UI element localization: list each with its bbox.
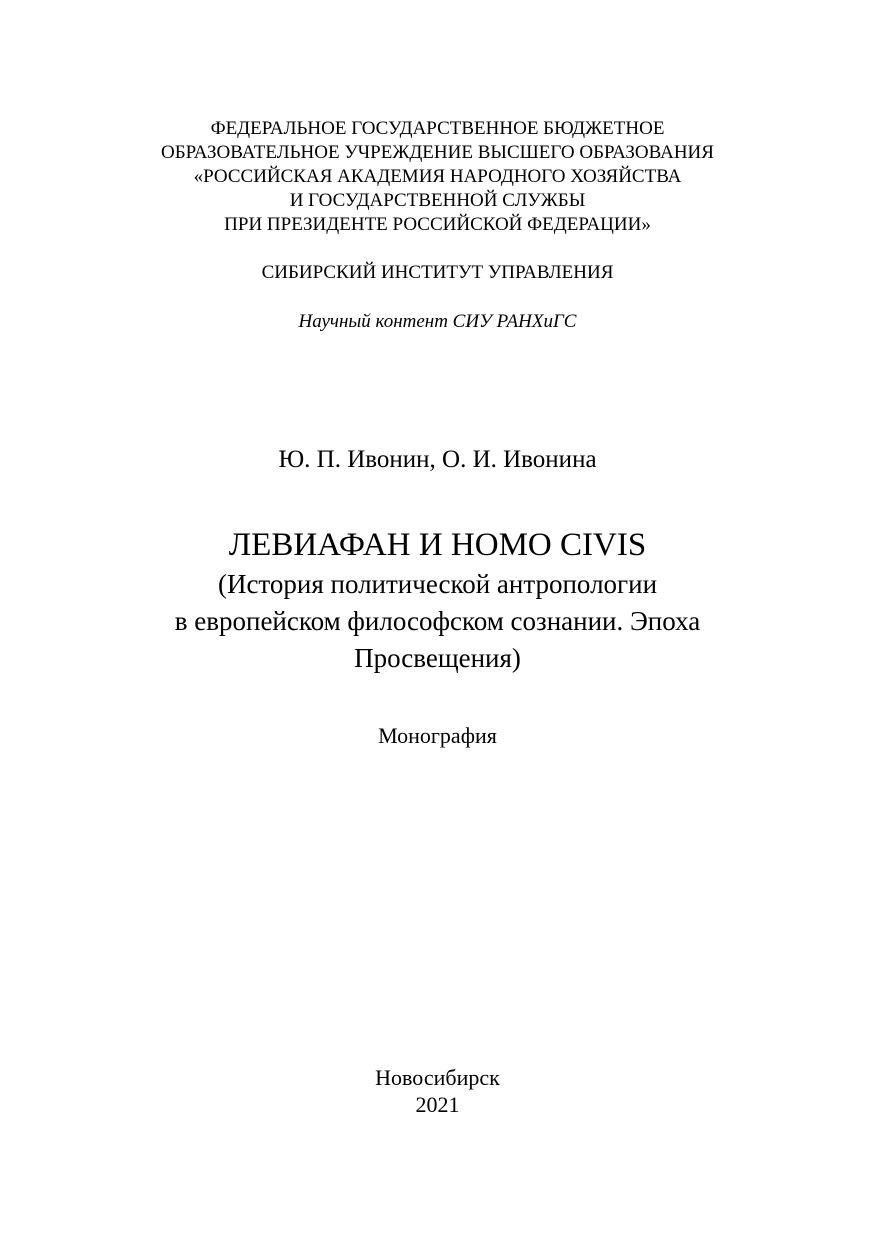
book-subtitle [0, 566, 875, 677]
imprint-year: 2021 [415, 1092, 460, 1117]
subtitle-line: в европейском философском сознании. Эпоха [174, 606, 701, 636]
organization-line: ПРИ ПРЕЗИДЕНТЕ РОССИЙСКОЙ ФЕДЕРАЦИИ» [224, 214, 651, 235]
content-note: Научный контент СИУ РАНХиГС [298, 311, 577, 332]
organization-line: ФЕДЕРАЛЬНОЕ ГОСУДАРСТВЕННОЕ БЮДЖЕТНОЕ [210, 118, 665, 139]
authors: Ю. П. Ивонин, О. И. Ивонина [278, 446, 597, 473]
book-title: ЛЕВИАФАН И HOMO CIVIS [228, 527, 647, 563]
subtitle-line: Просвещения) [354, 643, 521, 673]
institute-name: СИБИРСКИЙ ИНСТИТУТ УПРАВЛЕНИЯ [261, 262, 614, 283]
organization-line: ОБРАЗОВАТЕЛЬНОЕ УЧРЕЖДЕНИЕ ВЫСШЕГО ОБРАЗОВАНИЯ [161, 142, 714, 163]
subtitle-line: (История политической антропологии [217, 569, 658, 599]
genre-label: Монография [378, 723, 497, 748]
organization-line: И ГОСУДАРСТВЕННОЙ СЛУЖБЫ [289, 190, 586, 211]
organization-line: «РОССИЙСКАЯ АКАДЕМИЯ НАРОДНОГО ХОЗЯЙСТВА [193, 166, 682, 187]
imprint-city: Новосибирск [375, 1065, 500, 1090]
organization-header [0, 117, 875, 237]
